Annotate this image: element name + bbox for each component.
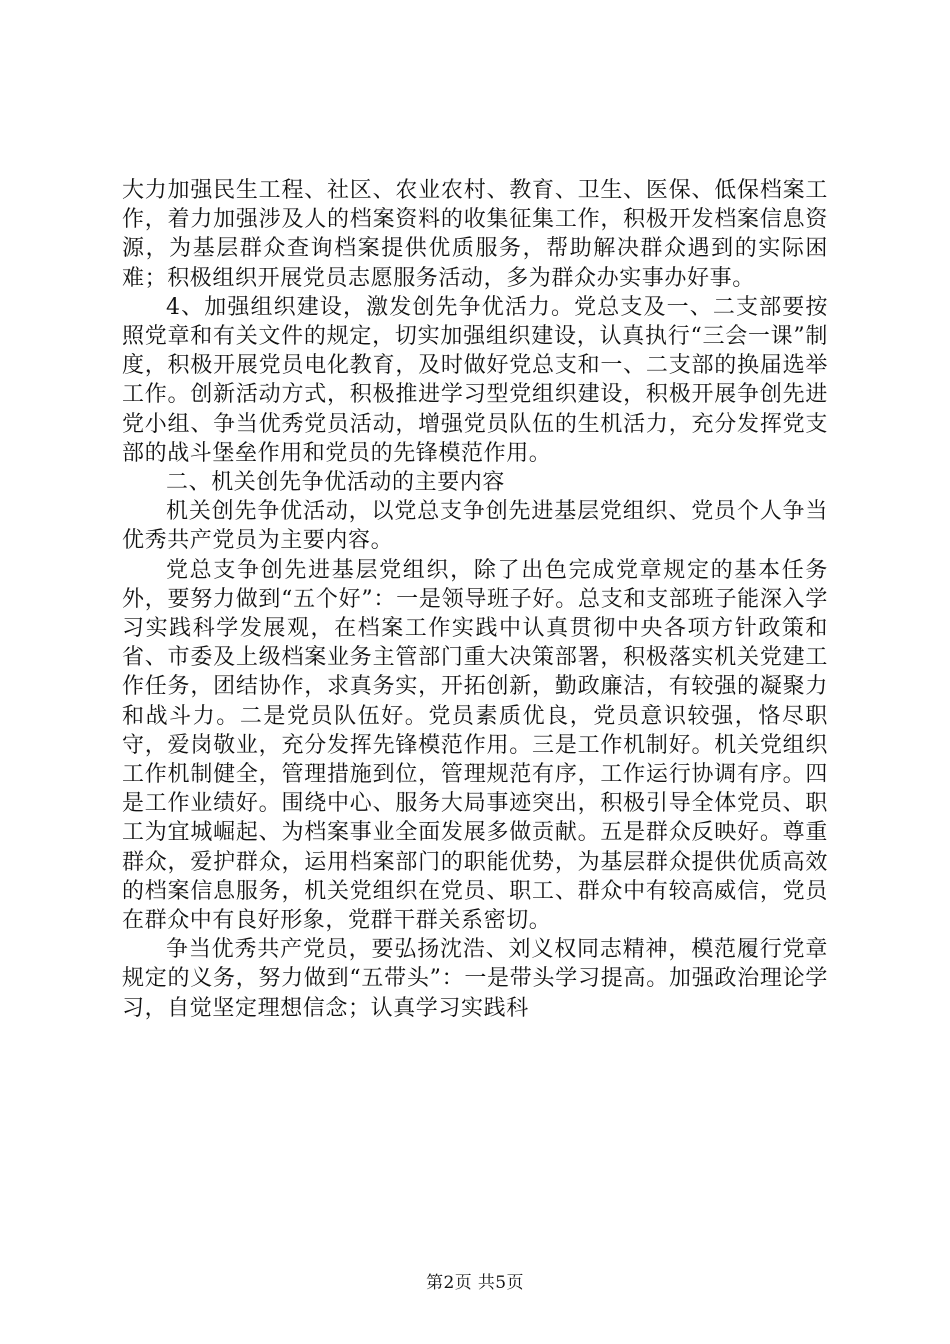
page-number-footer: 第2页 共5页 <box>426 1273 524 1293</box>
paragraph-5: 争当优秀共产党员，要弘扬沈浩、刘义权同志精神，模范履行党章规定的义务，努力做到“五带头”：一是带头学习提高。加强政治理论学习，自觉坚定理想信念；认真学习实践科 <box>122 937 828 1021</box>
paragraph-2: 4、加强组织建设，激发创先争优活力。党总支及一、二支部要按照党章和有关文件的规定，切实加强组织建设，认真执行“三会一课”制度，积极开展党员电化教育，及时做好党总支和一、二支部的换届选举工作。创新活动方式，积极推进学习型党组织建设，积极开展争创先进党小组、争当优秀党员活动，增强党员队伍的生机活力，充分发挥党支部的战斗堡垒作用和党员的先锋模范作用。 <box>122 294 828 466</box>
paragraph-3: 机关创先争优活动，以党总支争创先进基层党组织、党员个人争当优秀共产党员为主要内容。 <box>122 499 828 554</box>
document-body <box>122 176 828 1023</box>
section-heading: 二、机关创先争优活动的主要内容 <box>166 470 506 496</box>
paragraph-1: 大力加强民生工程、社区、农业农村、教育、卫生、医保、低保档案工作，着力加强涉及人的档案资料的收集征集工作，积极开发档案信息资源，为基层群众查询档案提供优质服务，帮助解决群众遇到的实际困难；积极组织开展党员志愿服务活动，多为群众办实事办好事。 <box>122 178 828 291</box>
paragraph-4: 党总支争创先进基层党组织，除了出色完成党章规定的基本任务外，要努力做到“五个好”：一是领导班子好。总支和支部班子能深入学习实践科学发展观，在档案工作实践中认真贯彻中央各项方针政策和省、市委及上级档案业务主管部门重大决策部署，积极落实机关党建工作任务，团结协作，求真务实，开拓创新，勤政廉洁，有较强的凝聚力和战斗力。二是党员队伍好。党员素质优良，党员意识较强，恪尽职守，爱岗敬业，充分发挥先锋模范作用。三是工作机制好。机关党组织工作机制健全，管理措施到位，管理规范有序，工作运行协调有序。四是工作业绩好。围绕中心、服务大局事迹突出，积极引导全体党员、职工为宜城崛起、为档案事业全面发展多做贡献。五是群众反映好。尊重群众，爱护群众，运用档案部门的职能优势，为基层群众提供优质高效的档案信息服务，机关党组织在党员、职工、群众中有较高威信，党员在群众中有良好形象，党群干群关系密切。 <box>122 557 828 934</box>
